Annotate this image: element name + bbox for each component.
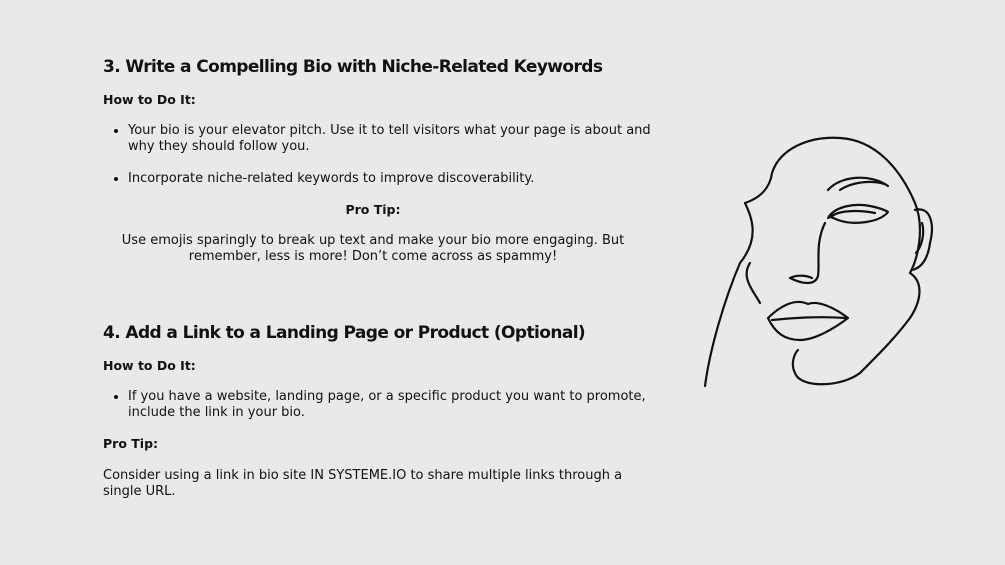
section-4-bullet-list: [103, 389, 668, 421]
section-3-bullet-list: [103, 123, 668, 187]
section-4-how-to-label: How to Do It:: [103, 358, 196, 373]
face-line-art-icon: [690, 128, 950, 393]
section-3-how-to-label: How to Do It:: [103, 92, 196, 107]
section-3-pro-tip-text: Use emojis sparingly to break up text and make your bio more engaging. But remember, less is more! Don’t come across as spammy!: [121, 233, 625, 264]
section-4-title: 4. Add a Link to a Landing Page or Product (Optional): [103, 323, 586, 343]
section-4-pro-tip-text: Consider using a link in bio site IN SYSTEME.IO to share multiple links through a single URL.: [103, 468, 623, 499]
list-item: • Incorporate niche-related keywords to improve discoverability.: [128, 171, 668, 187]
section-3-pro-tip-label: Pro Tip:: [345, 202, 401, 217]
section-4-pro-tip-label: Pro Tip:: [103, 436, 159, 451]
list-item: • Your bio is your elevator pitch. Use it to tell visitors what your page is about and why they should follow you.: [128, 123, 668, 155]
list-item: • If you have a website, landing page, or a specific product you want to promote, include the link in your bio.: [128, 389, 668, 421]
section-3-title: 3. Write a Compelling Bio with Niche-Related Keywords: [103, 57, 603, 77]
